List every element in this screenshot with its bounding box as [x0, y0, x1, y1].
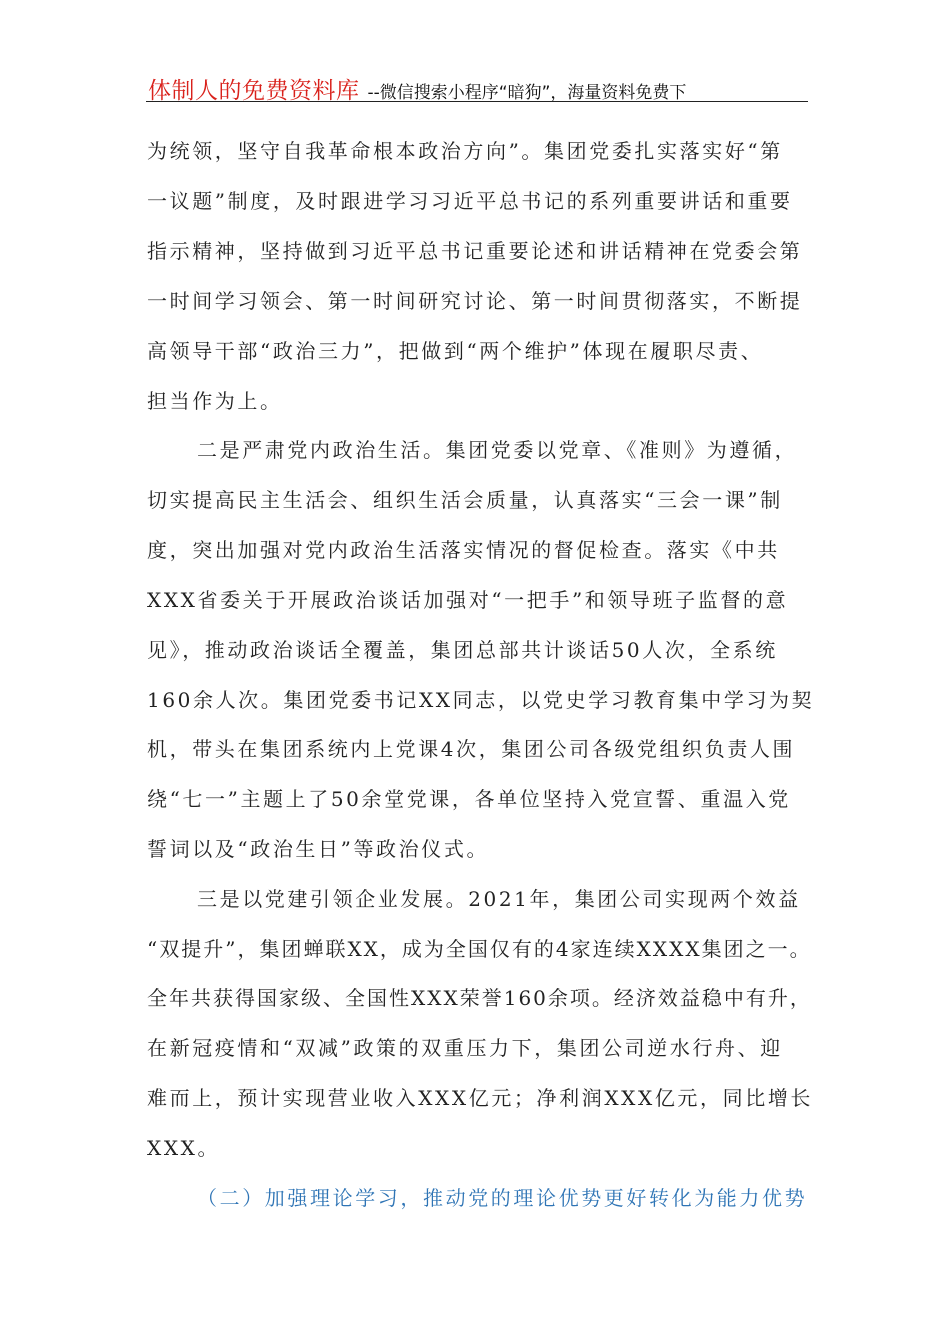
section-heading: （二）加强理论学习，推动党的理论优势更好转化为能力优势	[197, 1186, 808, 1210]
paragraph-first-line: 三是以党建引领企业发展。2021年，集团公司实现两个效益	[197, 887, 801, 911]
body-line: 度，突出加强对党内政治生活落实情况的督促检查。落实《中共	[147, 538, 780, 562]
paragraph-first-line: 二是严肃党内政治生活。集团党委以党章、《准则》为遵循，	[197, 438, 798, 462]
body-line: 切实提高民主生活会、组织生活会质量，认真落实“三会一课”制	[147, 488, 783, 512]
header-brand: 体制人的免费资料库	[148, 78, 360, 104]
body-line: 机，带头在集团系统内上党课4次，集团公司各级党组织负责人围	[147, 737, 796, 761]
body-line: 一议题”制度，及时跟进学习习近平总书记的系列重要讲话和重要	[147, 189, 793, 213]
header-tagline: --微信搜索小程序“暗狗”，海量资料免费下	[367, 83, 687, 103]
body-line: 一时间学习领会、第一时间研究讨论、第一时间贯彻落实，不断提	[147, 289, 803, 313]
body-line: 为统领，坚守自我革命根本政治方向”。集团党委扎实落实好“第	[147, 139, 783, 163]
body-line: XXX。	[147, 1136, 221, 1160]
body-line: 高领导干部“政治三力”，把做到“两个维护”体现在履职尽责、	[147, 339, 764, 363]
body-line: 担当作为上。	[147, 389, 283, 413]
body-line: “双提升”，集团蝉联XX，成为全国仅有的4家连续XXXX集团之一。	[147, 937, 812, 961]
body-line: 160余人次。集团党委书记XX同志，以党史学习教育集中学习为契	[147, 688, 815, 712]
body-line: 在新冠疫情和“双减”政策的双重压力下，集团公司逆水行舟、迎	[147, 1036, 783, 1060]
body-line: 绕“七一”主题上了50余堂党课，各单位坚持入党宣誓、重温入党	[147, 787, 791, 811]
body-line: 见》，推动政治谈话全覆盖，集团总部共计谈话50人次，全系统	[147, 638, 778, 662]
body-line: 指示精神，坚持做到习近平总书记重要论述和讲话精神在党委会第	[147, 239, 803, 263]
body-line: 全年共获得国家级、全国性XXX荣誉160余项。经济效益稳中有升，	[147, 986, 812, 1010]
body-line: 誓词以及“政治生日”等政治仪式。	[147, 837, 490, 861]
body-line: XXX省委关于开展政治谈话加强对“一把手”和领导班子监督的意	[147, 588, 789, 612]
body-line: 难而上，预计实现营业收入XXX亿元；净利润XXX亿元，同比增长	[147, 1086, 814, 1110]
page-header	[148, 72, 808, 102]
header-divider	[146, 101, 808, 102]
